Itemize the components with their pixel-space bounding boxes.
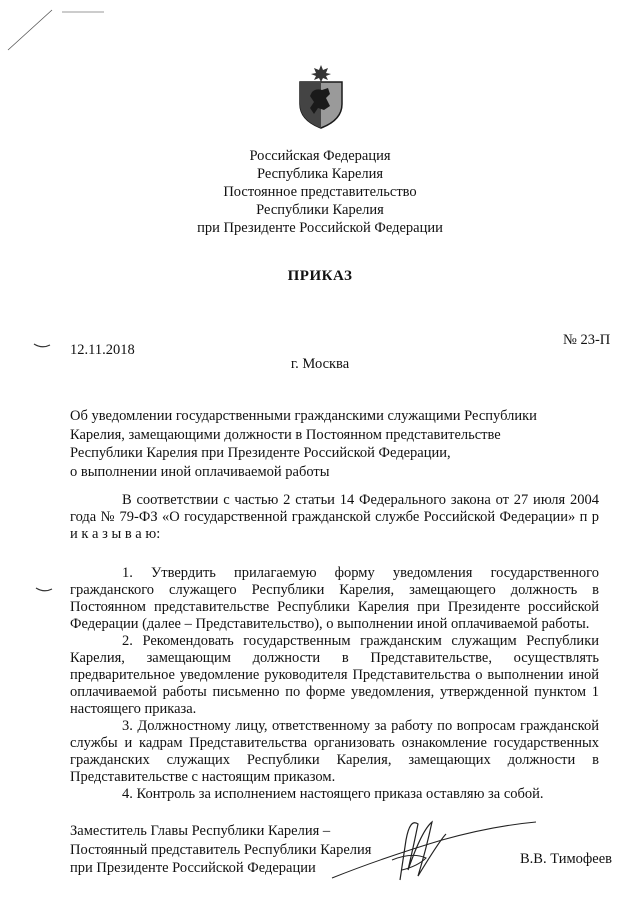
handwritten-signature xyxy=(322,800,542,886)
header-line: при Президенте Российской Федерации xyxy=(197,220,443,236)
order-date: 12.11.2018 xyxy=(70,342,135,358)
order-item-4: 4. Контроль за исполнением настоящего приказа оставляю за собой. xyxy=(122,786,544,802)
header-line: Республика Карелия xyxy=(256,166,384,182)
signatory-position-line: Постоянный представитель Республики Карелия xyxy=(70,841,372,858)
signatory-name: В.В. Тимофеев xyxy=(520,851,613,867)
scan-margin-mark xyxy=(34,586,54,594)
header-line: Российская Федерация xyxy=(249,148,391,164)
order-city: г. Москва xyxy=(290,356,350,372)
subject-line: Республики Карелия при Президенте Российской Федерации, xyxy=(70,445,451,461)
order-subject xyxy=(70,407,590,481)
scan-margin-mark xyxy=(32,342,52,350)
subject-line: о выполнении иной оплачиваемой работы xyxy=(70,463,330,480)
header-line: Постоянное представительство xyxy=(223,184,417,200)
subject-line: Карелия, замещающими должности в Постоянном представительстве xyxy=(70,426,501,443)
order-number: № 23-П xyxy=(563,332,611,348)
coat-of-arms-emblem xyxy=(296,64,346,130)
order-item-2: 2. Рекомендовать государственным гражданским служащим Республики Карелия, замещающим должности в Представительстве, осуществлять предварительное уведомление руководителя Представительства о выполнении иной оплачиваемой работы письменно по форме уведомления, утвержденной пунктом 1 настоящего приказа. xyxy=(70,633,599,717)
order-item-1: 1. Утвердить прилагаемую форму уведомления государственного гражданского служащего Республики Карелия, замещающего должность в Постоянном представительстве Республики Карелия при Президенте российской Федерации (далее – Представительство), о выполнении иной оплачиваемой работы. xyxy=(70,565,599,632)
header-line: Республики Карелия xyxy=(256,202,384,218)
signatory-position-line: при Президенте Российской Федерации xyxy=(70,860,316,876)
order-item-3: 3. Должностному лицу, ответственному за работу по вопросам гражданской службы и кадрам Представительства организовать ознакомление государственных гражданских служащих Республики Карелия, замещающих должности в Представительстве с настоящим приказом. xyxy=(70,718,599,785)
subject-line: Об уведомлении государственными гражданскими служащими Республики xyxy=(70,408,537,424)
document-title: ПРИКАЗ xyxy=(287,268,353,284)
signatory-position-line: Заместитель Главы Республики Карелия – xyxy=(70,823,331,839)
scan-corner-line xyxy=(0,0,110,60)
preamble-paragraph: В соответствии с частью 2 статьи 14 Федерального закона от 27 июля 2004 года № 79-ФЗ «О государственной гражданской службе Российской Федерации» п р и к а з ы в а ю: xyxy=(70,492,599,542)
